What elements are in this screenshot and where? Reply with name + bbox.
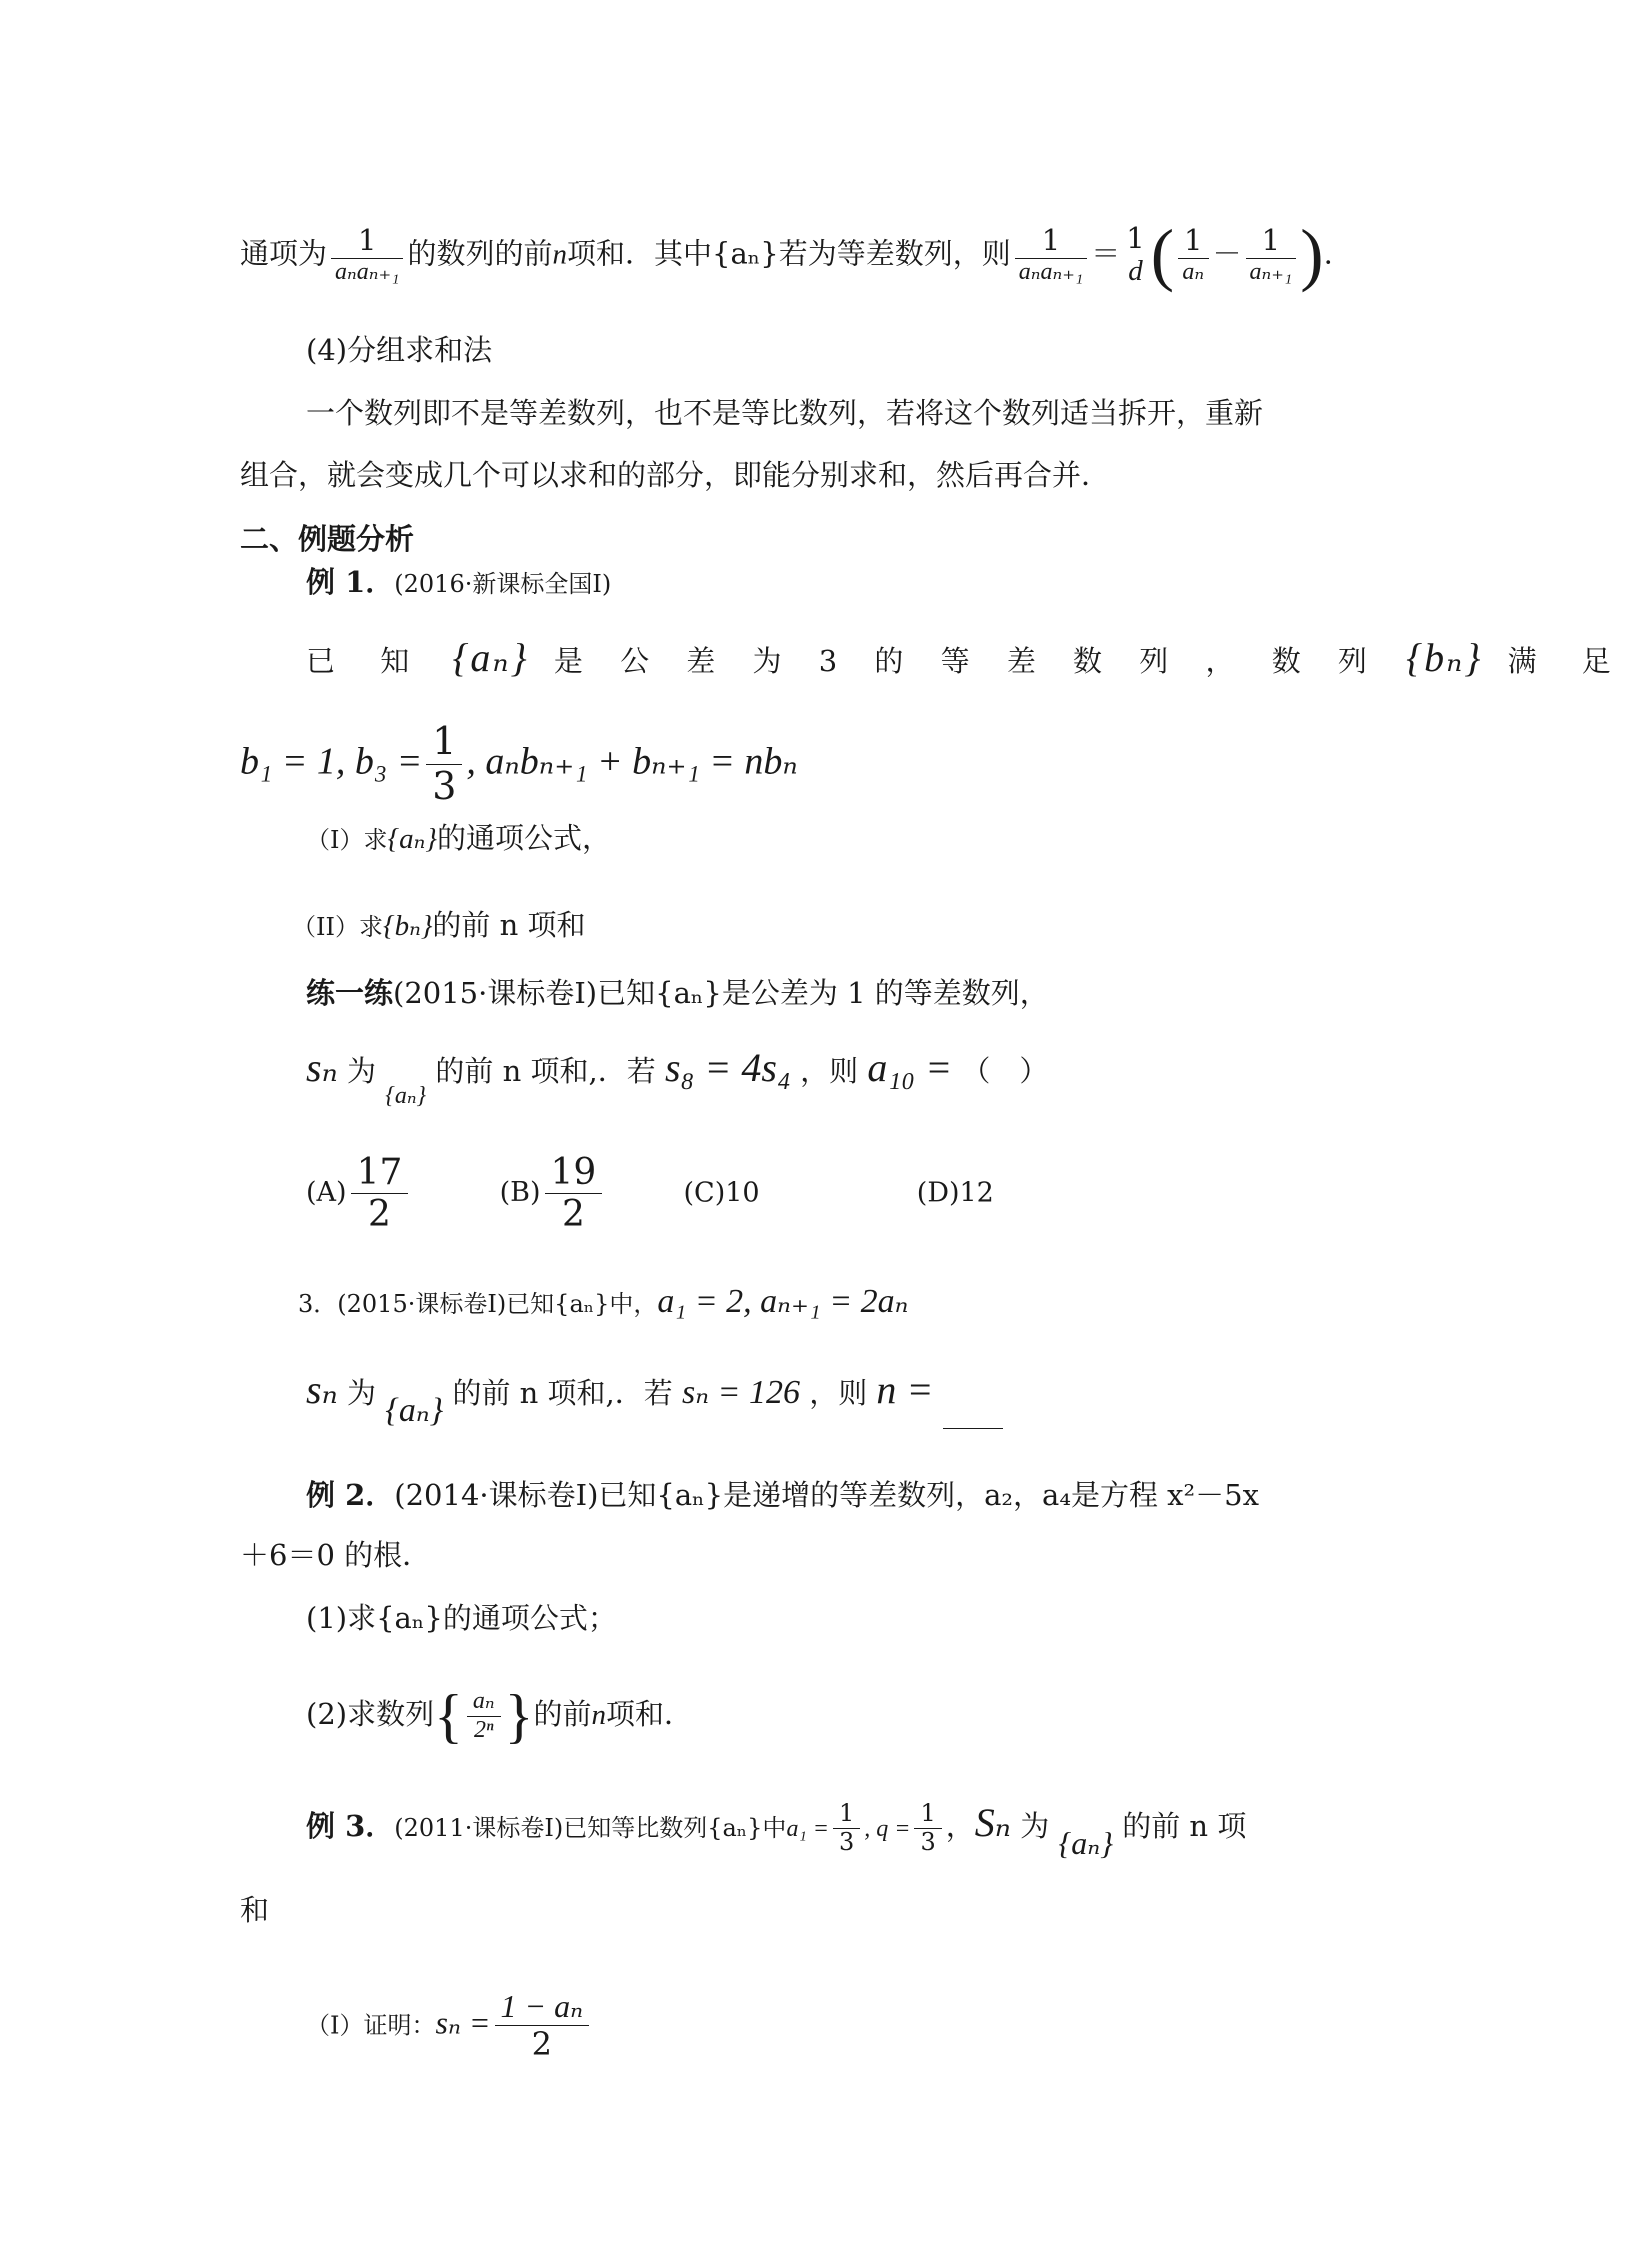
practice-line-2: sₙ 为 $_{\{a_n\}}$ 的前 n 项和,．若 s₈ = 4s₄ ，则 a₁₀ = （ ）	[306, 1045, 1049, 1109]
example-2-question-1: (1)求{aₙ}的通项公式；	[306, 1601, 617, 1635]
option-a: (A) $\frac{17}{2}$	[306, 1177, 412, 1208]
fraction-one-third: $\frac{1}{3}$	[426, 720, 462, 808]
example-1-condition: b₁ = 1, b₃ = $\frac{1}{3}$ , aₙbₙ₊₁ + bₙ₊₁ = nbₙ	[240, 719, 798, 808]
example-3-proof: （I）证明：sₙ = $\frac{\text{1 − aₙ}}{2}$	[306, 1988, 593, 2063]
example-2-line-2: ＋6＝0 的根．	[240, 1538, 432, 1572]
example-1-question-2: （II）求{bₙ}的前 n 项和	[292, 908, 586, 942]
example-1-question-1: （I）求{aₙ}的通项公式，	[306, 821, 611, 855]
fraction-1-over-anan1: $\frac{1}{\text{aₙaₙ₊₁}}$	[331, 224, 403, 286]
section-heading-4: (4)分组求和法	[306, 333, 493, 367]
example-3-line-1: 例 3．(2011·课标卷Ⅰ)已知等比数列{aₙ}中a₁ = $\frac{1}{3}$ , q = $\frac{1}{3}$ ，Sₙ 为 {aₙ} 的前 n 项	[306, 1799, 1247, 1862]
formula-line-1: 通项为 $\frac{1}{\text{aₙaₙ₊₁}}$ 的数列的前n项和．其中{aₙ}若为等差数列，则 $\frac{1}{\text{aₙaₙ₊₁}}$ ＝ 1 d ( $\frac{1}{\text{aₙ}}$ － $\frac{1}{\text{aₙ₊₁}}$ ).	[240, 216, 1333, 294]
text: 通项为	[240, 236, 328, 271]
practice-options	[306, 1152, 994, 1236]
option-c: (C)10	[683, 1177, 760, 1209]
example-2-question-2: (2)求数列{ $\frac{\text{aₙ}}{\text{2ⁿ}}$ }的前n项和．	[306, 1683, 693, 1750]
question-3-line-1: 3．(2015·课标卷Ⅰ)已知{aₙ}中，a₁ = 2, aₙ₊₁ = 2aₙ	[298, 1283, 909, 1320]
example-1-header: 例 1．(2016·新课标全国Ⅰ)	[306, 565, 612, 599]
text: 的数列的前	[407, 236, 553, 271]
text: 项和．其中{aₙ}若为等差数列，则	[567, 236, 1011, 271]
paragraph-line: 组合，就会变成几个可以求和的部分，即能分别求和，然后再合并．	[240, 458, 1111, 492]
paragraph-line: 一个数列即不是等差数列，也不是等比数列，若将这个数列适当拆开，重新	[306, 396, 1264, 430]
fraction-1-over-an: $\frac{1}{\text{aₙ}}$	[1178, 224, 1208, 286]
var-n: n	[552, 238, 567, 271]
section-title: 二、例题分析	[240, 522, 415, 556]
practice-header: 练一练(2015·课标卷Ⅰ)已知{aₙ}是公差为 1 的等差数列，	[306, 976, 1049, 1010]
option-d: (D)12	[916, 1177, 994, 1209]
fraction-1-over-d: 1 d	[1126, 221, 1145, 288]
fraction-1-over-an1: $\frac{1}{\text{aₙ₊₁}}$	[1246, 224, 1297, 286]
example-2-line-1: 例 2．(2014·课标卷Ⅰ)已知{aₙ}是递增的等差数列，a₂，a₄是方程 x²－5x	[306, 1478, 1259, 1512]
equals: ＝	[1091, 236, 1121, 271]
question-3-line-2: sₙ 为 {aₙ} 的前 n 项和,．若 sₙ = 126 ，则 n =	[306, 1370, 1003, 1431]
fraction-lhs: $\frac{1}{\text{aₙaₙ₊₁}}$	[1015, 224, 1087, 286]
example-1-line-1: 已 知 {aₙ} 是 公 差 为 3 的 等 差 数 列 ， 数 列 {bₙ} 满 足	[306, 635, 1629, 680]
option-b: (B) $\frac{19}{2}$	[500, 1177, 607, 1208]
example-3-line-2: 和	[240, 1893, 270, 1927]
answer-blank	[943, 1428, 1003, 1429]
